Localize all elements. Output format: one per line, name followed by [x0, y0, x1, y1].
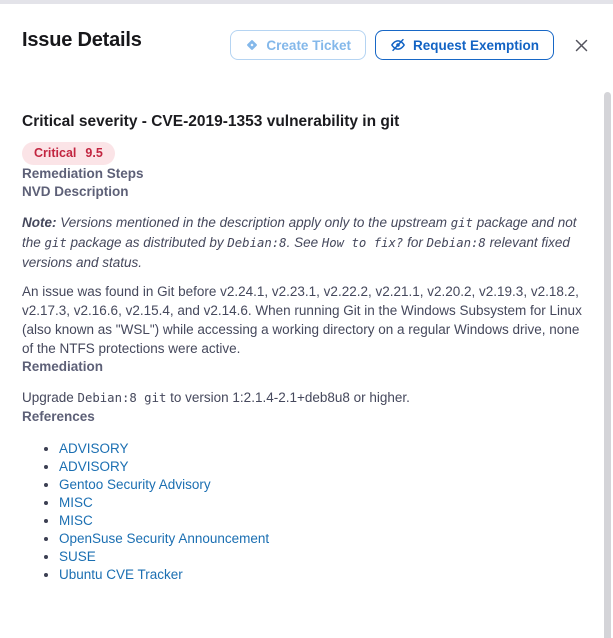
note-label: Note: [22, 215, 57, 230]
request-exemption-button[interactable] [375, 30, 554, 60]
reference-link[interactable]: ADVISORY [59, 459, 129, 474]
note-text: Versions mentioned in the description apply only to the upstream git package and not the git package as distributed by Debian:8. See How to fix? for Debian:8 relevant fixed versions and status. [22, 215, 577, 270]
severity-label: Critical [34, 146, 77, 160]
page-title: Issue Details [22, 29, 142, 51]
panel-header [0, 4, 613, 60]
eye-off-icon [390, 37, 406, 53]
reference-item [59, 548, 591, 566]
reference-item [59, 566, 591, 584]
reference-link[interactable]: OpenSuse Security Announcement [59, 531, 270, 546]
reference-link[interactable]: ADVISORY [59, 441, 129, 456]
request-exemption-label: Request Exemption [412, 37, 539, 53]
references-heading: References [22, 409, 95, 424]
issue-title: Critical severity - CVE-2019-1353 vulnerability in git [22, 113, 400, 130]
reference-item [59, 458, 591, 476]
create-ticket-button[interactable] [230, 30, 366, 60]
vertical-scrollbar[interactable] [604, 92, 611, 638]
nvd-description-heading: NVD Description [22, 184, 129, 199]
close-icon [574, 38, 589, 53]
remediation-steps-heading: Remediation Steps [22, 166, 144, 181]
reference-item [59, 530, 591, 548]
reference-item [59, 476, 591, 494]
reference-item [59, 494, 591, 512]
nvd-description-text: An issue was found in Git before v2.24.1, v2.23.1, v2.22.2, v2.21.1, v2.20.2, v2.19.3, v2.18.2, v2.17.3, v2.16.6, v2.15.4, and v2.14.6. When running Git in the Windows Subsystem for Linux (also known as "WSL") while accessing a working directory on a regular Windows drive, none of the NTFS protections were active. [22, 284, 582, 356]
severity-score: 9.5 [85, 146, 103, 160]
nvd-note [22, 213, 591, 272]
reference-link[interactable]: Ubuntu CVE Tracker [59, 567, 183, 582]
close-button[interactable] [570, 34, 593, 57]
reference-item [59, 440, 591, 458]
issue-content [0, 112, 613, 584]
reference-link[interactable]: MISC [59, 495, 93, 510]
severity-badge [22, 142, 115, 165]
header-actions [230, 30, 593, 60]
reference-link[interactable]: Gentoo Security Advisory [59, 477, 211, 492]
remediation-heading: Remediation [22, 359, 104, 374]
diamond-icon [245, 38, 259, 52]
references-list [22, 440, 591, 584]
reference-item [59, 512, 591, 530]
reference-link[interactable]: SUSE [59, 549, 96, 564]
create-ticket-label: Create Ticket [266, 37, 351, 53]
remediation-text: Upgrade Debian:8 git to version 1:2.1.4-2.1+deb8u8 or higher. [22, 390, 410, 405]
reference-link[interactable]: MISC [59, 513, 93, 528]
